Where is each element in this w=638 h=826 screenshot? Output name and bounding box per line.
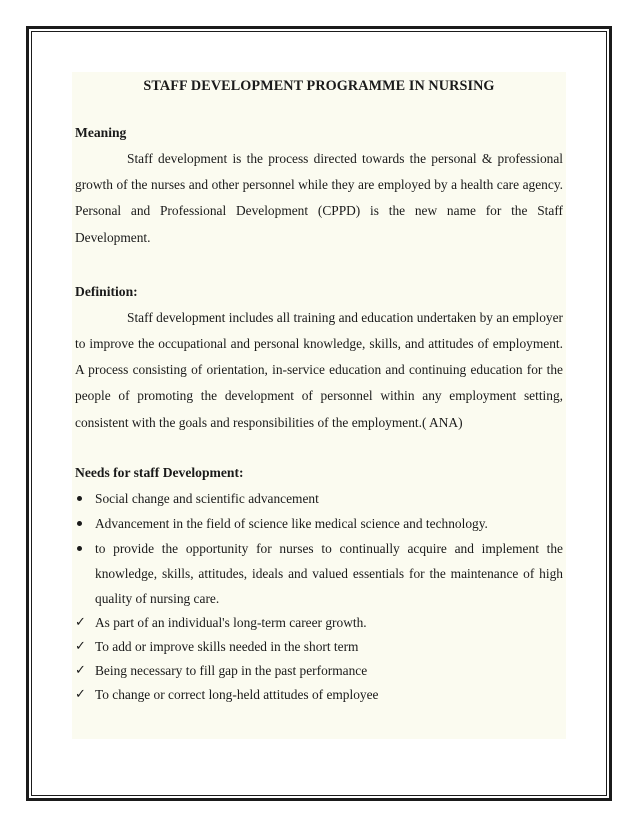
list-item — [75, 635, 563, 659]
list-item — [75, 683, 563, 707]
list-item — [75, 536, 563, 611]
meaning-paragraph: Staff development is the process directed towards the personal & professional growth of the nurses and other personnel while they are employed by a health care agency. Personal and Professional Development (CPPD) is the new name for the Staff Development. — [75, 151, 563, 245]
meaning-heading: Meaning — [75, 125, 127, 140]
list-item-text: Social change and scientific advancement — [95, 490, 319, 506]
checkmark-icon: ✓ — [75, 686, 86, 702]
checkmark-icon: ✓ — [75, 662, 86, 678]
list-item — [75, 611, 563, 635]
needs-check-list — [75, 611, 563, 707]
document-body — [72, 72, 566, 739]
definition-heading: Definition: — [75, 283, 138, 299]
list-item-text: To add or improve skills needed in the short term — [95, 638, 359, 654]
list-item-text: Being necessary to fill gap in the past performance — [95, 662, 368, 678]
list-item-text: to provide the opportunity for nurses to continually acquire and implement the knowledge, skills, attitudes, ideals and valued essentials for the maintenance of high quality of nursing care. — [95, 540, 563, 606]
list-item — [75, 486, 563, 511]
list-item-text: Advancement in the field of science like medical science and technology. — [95, 515, 488, 531]
list-item-text: To change or correct long-held attitudes of employee — [95, 686, 379, 702]
needs-heading: Needs for staff Development: — [75, 464, 244, 480]
needs-bullet-list — [75, 486, 563, 611]
checkmark-icon: ✓ — [75, 614, 86, 630]
list-item — [75, 659, 563, 683]
list-item — [75, 511, 563, 536]
list-item-text: As part of an individual's long-term career growth. — [95, 614, 367, 630]
document-title: STAFF DEVELOPMENT PROGRAMME IN NURSING — [143, 78, 495, 94]
definition-paragraph: Staff development includes all training and education undertaken by an employer to improve the occupational and personal knowledge, skills, and attitudes of employment. A process consisting of orientation, in-service education and continuing education for the people of promoting the development of personnel within any employment setting, consistent with the goals and responsibilities of the employment.( ANA) — [75, 309, 563, 430]
checkmark-icon: ✓ — [75, 638, 86, 654]
